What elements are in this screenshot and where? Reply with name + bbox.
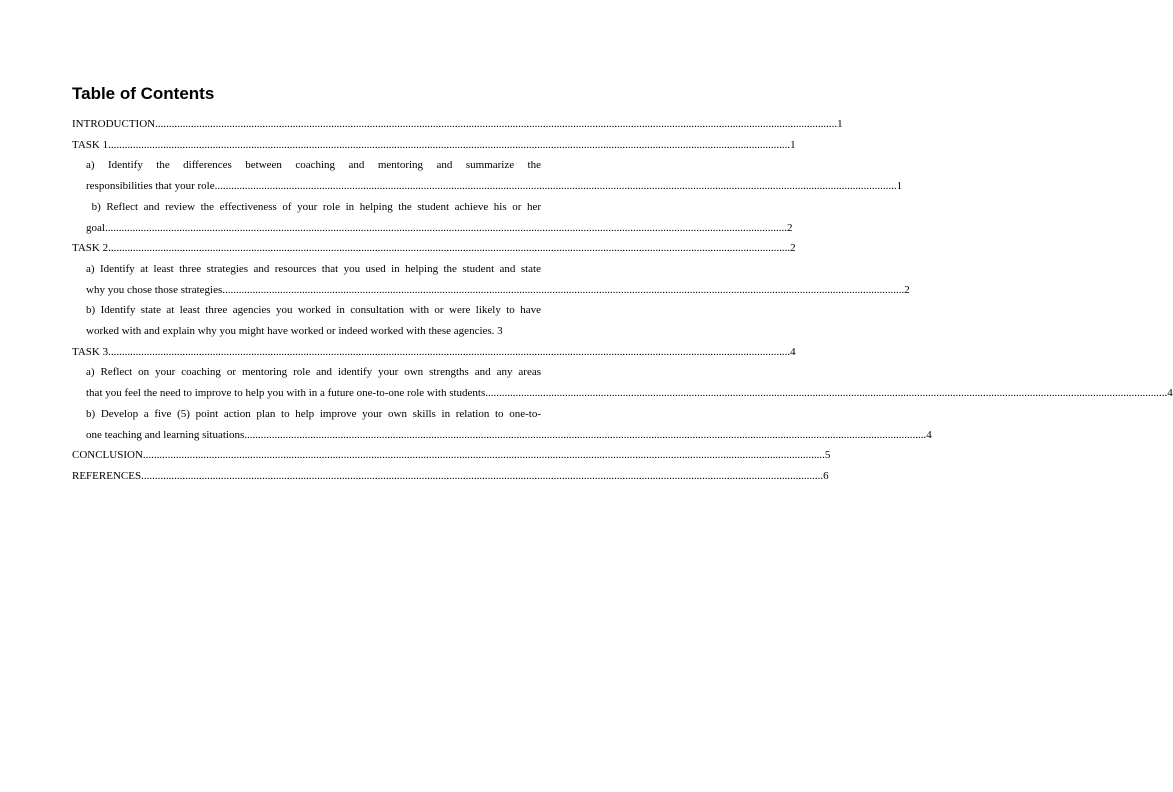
toc-page-number: 4 [926, 428, 932, 441]
toc-page-number: 2 [904, 283, 910, 296]
toc-entry-introduction[interactable] [72, 114, 843, 135]
toc-entry-text: b) Reflect and review the effectiveness of your role in helping the student achieve his or her [86, 200, 541, 213]
toc-entry-task-3b[interactable] [72, 404, 932, 445]
toc-page-number: 4 [790, 345, 796, 358]
toc-leader [485, 383, 1167, 404]
toc-entry-label: INTRODUCTION [72, 118, 156, 130]
toc-title: Table of Contents [72, 84, 215, 103]
toc-entry-text: a) Reflect on your coaching or mentoring role and identify your own strengths and any areas [86, 366, 541, 379]
toc-leader [108, 342, 790, 363]
toc-leader [244, 425, 926, 446]
toc-entry-references[interactable] [72, 466, 829, 487]
toc-page-number: 1 [837, 118, 843, 130]
toc-page-number: 2 [786, 221, 793, 234]
toc-leader [155, 114, 837, 135]
toc-leader [215, 176, 897, 197]
toc-leader [222, 280, 904, 301]
toc-leader [141, 466, 823, 487]
toc-page-number: 4 [1167, 387, 1173, 400]
toc-entry-label: one teaching and learning situations [86, 428, 245, 441]
toc-entry-label: TASK 1 [72, 138, 109, 151]
toc-entry-label: TASK 3 [72, 345, 109, 358]
toc-entry-label: REFERENCES [72, 469, 142, 482]
toc-leader [143, 445, 825, 466]
toc-entry-task-1a[interactable] [72, 155, 903, 196]
toc-entry-task-2b[interactable] [72, 300, 541, 341]
toc-entry-label: goal [86, 221, 105, 234]
toc-page-number: 1 [790, 138, 796, 151]
toc-entry-task-1[interactable] [72, 135, 796, 156]
toc-entry-task-3a[interactable] [72, 362, 1173, 403]
toc-page-number: 5 [824, 449, 831, 462]
toc-entry-label: why you chose those strategies [86, 283, 223, 296]
toc-entry-label: responsibilities that your role [86, 180, 215, 193]
toc-leader [105, 218, 787, 239]
toc-entry-label: that you feel the need to improve to help you with in a future one-to-one role with students [86, 387, 486, 400]
toc-page-number: 2 [790, 242, 796, 255]
toc-entry-text: b) Develop a five (5) point action plan to help improve your own skills in relation to one-to- [86, 407, 541, 420]
toc-entry-text: a) Identify the differences between coaching and mentoring and summarize the [86, 159, 541, 172]
toc-entry-task-1b[interactable] [72, 197, 793, 238]
toc-leader [108, 238, 790, 259]
toc-entry-label: worked with and explain why you might have worked or indeed worked with these agencies. [86, 325, 498, 338]
toc-entry-text: a) Identify at least three strategies and resources that you used in helping the student and state [86, 262, 541, 275]
toc-entry-task-2a[interactable] [72, 259, 910, 300]
toc-entry-conclusion[interactable] [72, 445, 831, 466]
toc-page-number: 6 [823, 469, 829, 482]
toc-entry-label: TASK 2 [72, 242, 109, 255]
toc-page-number: 3 [497, 325, 503, 338]
toc-leader [108, 135, 790, 156]
toc-entry-label: CONCLUSION [72, 449, 143, 462]
toc-entry-task-2[interactable] [72, 238, 796, 259]
table-of-contents [72, 114, 1173, 487]
toc-entry-text: b) Identify state at least three agencies you worked in consultation with or were likely to have [86, 304, 541, 317]
toc-entry-task-3[interactable] [72, 342, 796, 363]
toc-page-number: 1 [896, 180, 903, 193]
